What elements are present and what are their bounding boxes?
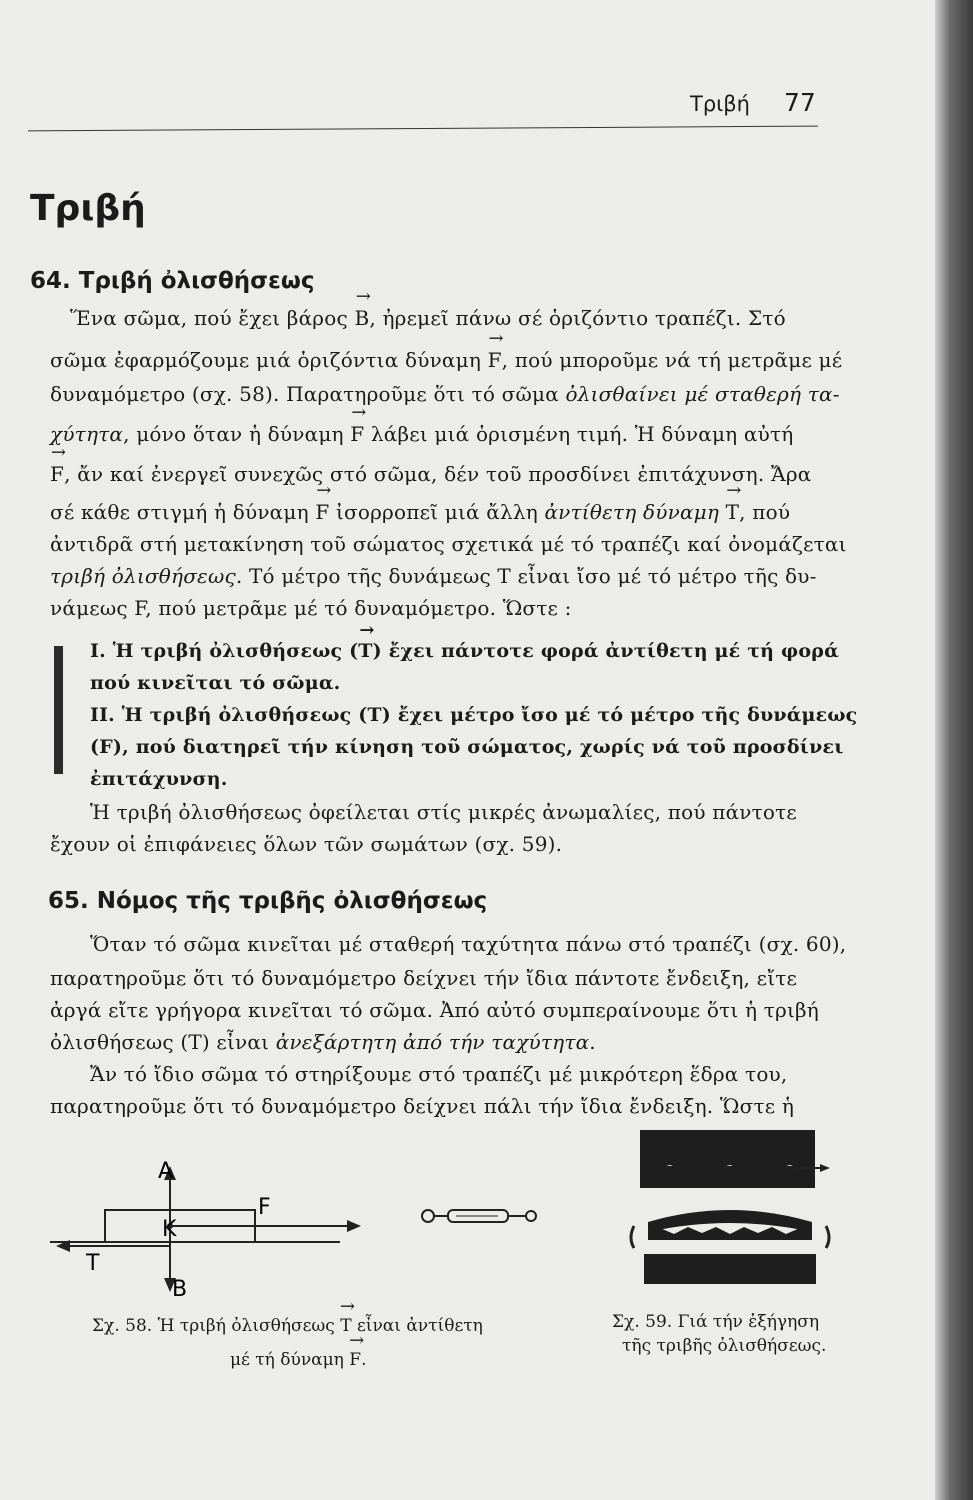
page-number: 77 (784, 88, 816, 117)
text-run: σῶμα ἐφαρμόζουμε μιά ὁριζόντια δύναμη (50, 348, 488, 372)
figure-58-diagram (50, 1150, 610, 1300)
rule-line (90, 640, 839, 662)
label-a: A (158, 1159, 174, 1184)
text-run: . Τό μέτρο τῆς δυνάμεως T εἶναι ἴσο μέ τό μέτρο τῆς δυ- (235, 564, 817, 588)
vector-symbol: → F (488, 348, 502, 372)
rough-edge (648, 1227, 812, 1240)
vector-symbol: → F (349, 1350, 361, 1370)
text-run: . (361, 1350, 367, 1370)
text-line: Ἄν τό ἴδιο σῶμα τό στηρίξουμε στό τραπέζι μέ μικρότερη ἕδρα του, (90, 1062, 788, 1086)
text-run: λάβει μιά ὁρισμένη τιμή. Ἡ δύναμη αὐτή (364, 422, 794, 446)
text-run: εἶναι ἀντίθετη (351, 1316, 483, 1336)
upper-body (640, 1130, 815, 1165)
text-run: Ἕνα σῶμα, πού ἔχει βάρος (70, 306, 355, 330)
rule-line: ἐπιτάχυνση. (90, 768, 228, 790)
arrowhead (347, 1220, 361, 1232)
text-line (50, 422, 793, 446)
vector-symbol: → B (354, 306, 369, 330)
text-line (50, 348, 842, 372)
text-line: Ἡ τριβή ὀλισθήσεως ὀφείλεται στίς μικρές ἀνωμαλίες, πού πάντοτε (90, 800, 797, 824)
label-b: B (172, 1277, 188, 1302)
text-run-italic: ἀνεξάρτητη ἀπό τήν ταχύτητα (275, 1030, 590, 1054)
text-line (50, 382, 840, 406)
text-run: σέ κάθε στιγμή ἡ δύναμη (50, 500, 316, 524)
text-line: ἀντιδρᾶ στή μετακίνηση τοῦ σώματος σχετικά μέ τό τραπέζι καί ὀνομάζεται (50, 532, 847, 556)
figure-58-caption-line-2 (230, 1350, 366, 1370)
text-run: . (589, 1030, 596, 1054)
text-run-italic: ἀντίθετη δύναμη (544, 500, 726, 524)
rule-line: (F), πού διατηρεῖ τήν κίνηση τοῦ σώματος, χωρίς νά τοῦ προσδίνει (90, 736, 844, 758)
running-header (0, 88, 973, 118)
label-f: F (258, 1195, 271, 1220)
vector-symbol: → F (50, 462, 64, 486)
vector-symbol: → T (726, 500, 740, 524)
text-line: νάμεως F, πού μετρᾶμε μέ τό δυναμόμετρο. Ὥστε : (50, 596, 572, 620)
text-run: I. Ἡ τριβή ὀλισθήσεως ( (90, 640, 359, 662)
text-run: Σχ. 58. Ἡ τριβή ὀλισθήσεως (92, 1316, 341, 1336)
text-run: μέ τή δύναμη (230, 1350, 350, 1370)
figure-59-diagram (620, 1130, 840, 1300)
text-line: ἔχουν οἱ ἐπιφάνειες ὅλων τῶν σωμάτων (σχ. 59). (50, 832, 563, 856)
text-run-italic: ὀλισθαίνει μέ σταθερή τα- (565, 382, 840, 406)
text-run: ὀλισθήσεως (T) εἶναι (50, 1030, 276, 1054)
running-header-title: Τριβή (690, 92, 750, 116)
bracket-left (631, 1226, 634, 1248)
text-run-italic: τριβή ὀλισθήσεως (50, 564, 236, 588)
header-rule (28, 126, 818, 132)
dynamometer-icon (422, 1210, 536, 1222)
text-run: ἰσορροπεῖ μιά ἄλλη (329, 500, 545, 524)
text-line (50, 500, 790, 524)
text-run: , μόνο ὅταν ἡ δύναμη (123, 422, 351, 446)
text-line (70, 306, 786, 330)
figure-58-caption-line-1 (92, 1316, 483, 1336)
text-run: , ἄν καί ἐνεργεῖ συνεχῶς στό σῶμα, δέν τοῦ προσδίνει ἐπιτάχυνση. Ἄρα (64, 462, 812, 486)
text-line: Ὅταν τό σῶμα κινεῖται μέ σταθερή ταχύτητα πάνω στό τραπέζι (σχ. 60), (90, 932, 847, 956)
text-line (50, 1030, 596, 1054)
chapter-title: Τριβή (30, 188, 146, 229)
rule-side-bar (54, 646, 63, 774)
text-run: δυναμόμετρο (σχ. 58). Παρατηροῦμε ὅτι τό σῶμα (50, 382, 566, 406)
lower-body (644, 1254, 816, 1284)
rule-line: πού κινεῖται τό σῶμα. (90, 672, 341, 694)
vector-symbol: → F (350, 422, 364, 446)
figure-59-caption-line-1: Σχ. 59. Γιά τήν ἐξήγηση (612, 1312, 820, 1332)
vector-symbol: → T (358, 640, 372, 662)
vector-symbol: → F (315, 500, 329, 524)
bracket-right (826, 1226, 829, 1248)
text-run-italic: χύτητα (50, 422, 124, 446)
section-65-heading: 65. Νόμος τῆς τριβῆς ὀλισθήσεως (48, 888, 488, 914)
label-k: K (162, 1217, 177, 1242)
text-run: , ἠρεμεῖ πάνω σέ ὁριζόντιο τραπέζι. Στό (369, 306, 786, 330)
text-line: παρατηροῦμε ὅτι τό δυναμόμετρο δείχνει τήν ἴδια πάντοτε ἔνδειξη, εἴτε (50, 966, 798, 990)
text-run: , πού μποροῦμε νά τή μετρᾶμε μέ (501, 348, 843, 372)
text-run: , πού (739, 500, 791, 524)
section-64-heading: 64. Τριβή ὀλισθήσεως (30, 268, 315, 294)
label-t: T (86, 1251, 100, 1276)
arrowhead (820, 1164, 830, 1172)
text-line (50, 462, 812, 486)
scan-edge-shadow (935, 0, 973, 1500)
rough-surface-top (640, 1161, 815, 1188)
figure-59-caption-line-2: τῆς τριβῆς ὀλισθήσεως. (622, 1336, 827, 1356)
text-run: ) ἔχει πάντοτε φορά ἀντίθετη μέ τή φορά (372, 640, 839, 662)
rough-surface-magnified (648, 1210, 812, 1232)
text-line: παρατηροῦμε ὅτι τό δυναμόμετρο δείχνει πάλι τήν ἴδια ἔνδειξη. Ὥστε ἡ (50, 1094, 795, 1118)
rule-line: II. Ἡ τριβή ὀλισθήσεως (T) ἔχει μέτρο ἴσο μέ τό μέτρο τῆς δυνάμεως (90, 704, 858, 726)
vector-symbol: → T (340, 1316, 351, 1336)
text-line: ἀργά εἴτε γρήγορα κινεῖται τό σῶμα. Ἀπό αὐτό συμπεραίνουμε ὅτι ἡ τριβή (50, 998, 819, 1022)
text-line (50, 564, 817, 588)
